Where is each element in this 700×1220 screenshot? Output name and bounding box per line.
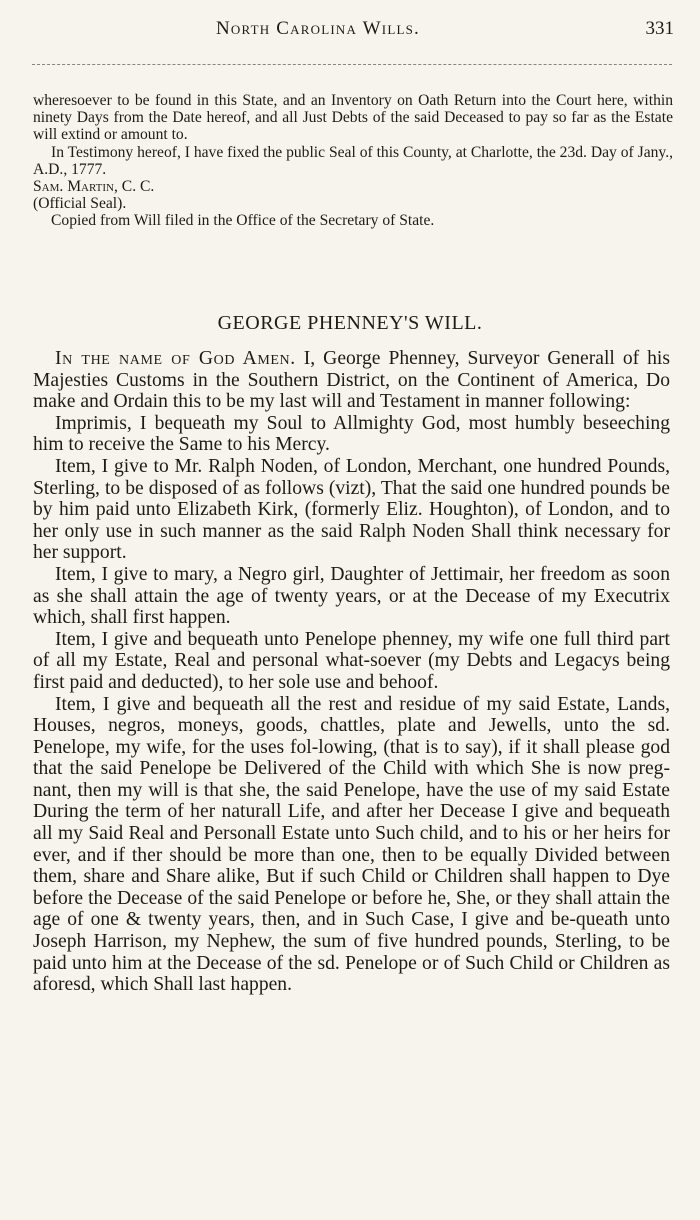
will-paragraph-noden: Item, I give to Mr. Ralph Noden, of London, Merchant, one hundred Pounds, Sterling, to be disposed of as follows (vizt), That the said one hundred pounds be by him paid unto Elizabeth Kirk, (formerly Eliz. Houghton), of London, and to her only use in such manner as the said Ralph Noden Shall think necessary for her support. bbox=[33, 455, 670, 564]
will-paragraph-residue: Item, I give and bequeath all the rest and residue of my said Estate, Lands, Houses, negros, moneys, goods, chattles, plate and Jewells, unto the sd. Penelope, my wife, for the uses fol-lowing, (that is to say), if it shall please god that the said Penelope be Delivered of the Child with which She is now preg-nant, then my will is that she, the said Penelope, have the use of my said Estate During the term of her naturall Life, and after her Decease I give and bequeath all my Said Real and Personall Estate unto Such child, and to his or her heirs for ever, and if ther should be more than one, then to be equally Divided between them, share and Share alike, But if such Child or Children shall happen to Dye before the Decease of the said Penelope or before he, She, or they shall attain the age of one & twenty years, then, and in Such Case, I give and be-queath unto Joseph Harrison, my Nephew, the sum of five hundred pounds, Sterling, to be paid unto him at the Decease of the sd. Penelope or of Such Child or Children as aforesd, which Shall last happen. bbox=[33, 693, 670, 996]
will-opening-paragraph bbox=[33, 348, 670, 413]
signature: Sam. Martin, C. C. bbox=[33, 178, 155, 196]
will-body bbox=[33, 348, 670, 996]
continuation-paragraph: wheresoever to be found in this State, and an Inventory on Oath Return into the Court here, within ninety Days from the Date hereof, and all Just Debts of the said Deceased to pay so far as the Estate will extind or amount to. bbox=[33, 92, 673, 144]
will-paragraph-mary: Item, I give to mary, a Negro girl, Daughter of Jettimair, her freedom as soon as she shall attain the age of twenty years, or at the Decease of my Executrix which, shall first happen. bbox=[33, 563, 670, 629]
signature-line bbox=[33, 178, 673, 195]
previous-will-continuation bbox=[33, 92, 673, 230]
running-title: North Carolina Wills. bbox=[216, 18, 420, 39]
testimony-paragraph: In Testimony hereof, I have fixed the public Seal of this County, at Charlotte, the 23d. Day of Jany., A.D., 1777. bbox=[33, 143, 673, 178]
opening-text: I, George Phenney, Surveyor Generall of his Majesties Customs in the Southern District, on the Continent of America, Do make and Ordain this to be my last will and Testament in manner following: bbox=[33, 348, 670, 413]
running-header bbox=[0, 18, 700, 46]
will-paragraph-penelope: Item, I give and bequeath unto Penelope phenney, my wife one full third part of all my Estate, Real and personal what-soever (my Debts and Legacys being first paid and deducted), to her sole use and behoof. bbox=[33, 628, 670, 693]
official-seal-note: (Official Seal). bbox=[33, 195, 127, 213]
page-number: 331 bbox=[645, 18, 674, 39]
opening-invocation: In the name of God Amen. bbox=[55, 348, 296, 369]
header-divider bbox=[32, 64, 672, 65]
copied-note: Copied from Will filed in the Office of the Secretary of State. bbox=[51, 212, 435, 230]
will-heading: GEORGE PHENNEY'S WILL. bbox=[217, 312, 483, 334]
will-paragraph-imprimis: Imprimis, I bequeath my Soul to Allmighty God, most humbly beseeching him to receive the Same to his Mercy. bbox=[33, 412, 670, 456]
